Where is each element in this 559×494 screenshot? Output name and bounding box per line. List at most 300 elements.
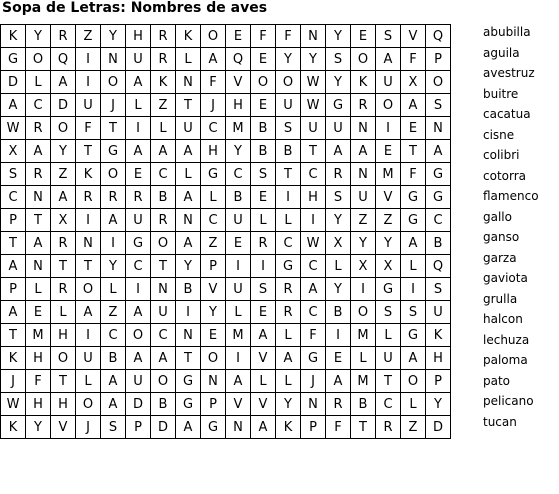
grid-cell: C [426, 209, 451, 232]
grid-cell: N [176, 324, 201, 347]
grid-cell: S [426, 278, 451, 301]
grid-cell: T [176, 347, 201, 370]
grid-cell: I [226, 347, 251, 370]
grid-cell: A [176, 416, 201, 439]
grid-cell: I [226, 255, 251, 278]
grid-cell: Y [351, 232, 376, 255]
grid-cell: C [301, 255, 326, 278]
grid-cell: U [226, 278, 251, 301]
grid-cell: E [226, 25, 251, 48]
grid-cell: L [176, 48, 201, 71]
grid-cell: C [151, 163, 176, 186]
grid-row [1, 71, 451, 94]
grid-cell: V [51, 416, 76, 439]
word-list-item: lechuza [483, 332, 530, 347]
grid-cell: G [276, 255, 301, 278]
grid-cell: R [326, 163, 351, 186]
grid-cell: Y [326, 71, 351, 94]
grid-cell: G [376, 278, 401, 301]
grid-cell: Z [51, 163, 76, 186]
grid-cell: N [176, 71, 201, 94]
word-list-item: aguila [483, 45, 520, 60]
grid-cell: C [301, 301, 326, 324]
grid-cell: Y [51, 140, 76, 163]
grid-cell: K [1, 347, 26, 370]
grid-cell: E [126, 163, 151, 186]
grid-cell: C [151, 324, 176, 347]
grid-cell: F [201, 71, 226, 94]
grid-cell: A [301, 278, 326, 301]
grid-cell: A [176, 186, 201, 209]
grid-cell: Q [426, 25, 451, 48]
word-list-item: cotorra [483, 168, 526, 183]
grid-cell: Z [201, 232, 226, 255]
grid-cell: U [426, 301, 451, 324]
grid-cell: T [276, 163, 301, 186]
grid-cell: Y [101, 25, 126, 48]
grid-cell: N [351, 163, 376, 186]
grid-cell: I [351, 278, 376, 301]
word-search-grid [0, 24, 451, 439]
grid-cell: E [251, 94, 276, 117]
word-list-item: grulla [483, 291, 518, 306]
grid-cell: C [226, 163, 251, 186]
grid-cell: B [426, 232, 451, 255]
grid-cell: L [376, 324, 401, 347]
grid-cell: L [276, 209, 301, 232]
grid-cell: A [101, 370, 126, 393]
grid-cell: C [1, 186, 26, 209]
grid-cell: V [226, 71, 251, 94]
grid-row [1, 324, 451, 347]
grid-cell: O [201, 347, 226, 370]
grid-cell: A [126, 71, 151, 94]
grid-cell: E [26, 301, 51, 324]
grid-cell: G [101, 140, 126, 163]
grid-cell: I [126, 117, 151, 140]
grid-row [1, 140, 451, 163]
grid-cell: A [1, 94, 26, 117]
word-list-item: pato [483, 373, 511, 388]
grid-cell: G [176, 393, 201, 416]
grid-cell: K [151, 71, 176, 94]
grid-row [1, 48, 451, 71]
grid-cell: A [176, 232, 201, 255]
grid-cell: O [351, 48, 376, 71]
grid-cell: O [76, 393, 101, 416]
grid-cell: B [101, 347, 126, 370]
grid-cell: H [26, 347, 51, 370]
word-list [483, 22, 539, 432]
grid-cell: O [151, 370, 176, 393]
word-list-item: colibri [483, 148, 520, 162]
grid-cell: G [426, 163, 451, 186]
grid-cell: Y [201, 301, 226, 324]
grid-cell: W [301, 94, 326, 117]
grid-cell: S [1, 163, 26, 186]
grid-cell: F [301, 324, 326, 347]
grid-cell: U [226, 209, 251, 232]
grid-cell: R [126, 186, 151, 209]
grid-cell: S [376, 25, 401, 48]
word-list-item: paloma [483, 353, 528, 367]
grid-cell: I [126, 278, 151, 301]
grid-cell: N [426, 117, 451, 140]
grid-cell: W [301, 71, 326, 94]
grid-cell: N [301, 393, 326, 416]
grid-cell: U [301, 117, 326, 140]
grid-cell: Y [101, 255, 126, 278]
grid-cell: G [201, 163, 226, 186]
grid-cell: K [176, 25, 201, 48]
grid-cell: V [226, 393, 251, 416]
grid-cell: N [76, 232, 101, 255]
grid-cell: I [76, 209, 101, 232]
grid-cell: D [51, 94, 76, 117]
grid-cell: T [176, 94, 201, 117]
grid-cell: S [326, 186, 351, 209]
grid-cell: L [401, 255, 426, 278]
grid-cell: O [351, 301, 376, 324]
grid-cell: G [201, 416, 226, 439]
grid-cell: Y [376, 232, 401, 255]
grid-row [1, 94, 451, 117]
grid-cell: U [376, 71, 401, 94]
grid-cell: O [26, 48, 51, 71]
grid-cell: I [276, 186, 301, 209]
grid-cell: O [251, 71, 276, 94]
grid-cell: F [401, 163, 426, 186]
grid-cell: U [126, 370, 151, 393]
grid-cell: X [1, 140, 26, 163]
grid-cell: A [251, 324, 276, 347]
grid-cell: A [1, 301, 26, 324]
grid-cell: C [201, 117, 226, 140]
grid-cell: Y [301, 48, 326, 71]
grid-cell: V [251, 347, 276, 370]
grid-cell: A [51, 71, 76, 94]
grid-cell: T [76, 255, 101, 278]
grid-cell: X [351, 255, 376, 278]
grid-cell: L [226, 301, 251, 324]
grid-cell: T [301, 140, 326, 163]
grid-cell: C [201, 209, 226, 232]
grid-cell: Y [276, 48, 301, 71]
grid-cell: I [401, 278, 426, 301]
grid-cell: O [101, 163, 126, 186]
grid-cell: O [376, 94, 401, 117]
grid-cell: F [76, 117, 101, 140]
grid-cell: A [26, 232, 51, 255]
grid-cell: P [126, 416, 151, 439]
word-list-item: abubilla [483, 25, 531, 39]
grid-cell: F [326, 416, 351, 439]
word-list-item: ganso [483, 230, 520, 244]
grid-cell: D [126, 393, 151, 416]
grid-cell: R [51, 25, 76, 48]
grid-row [1, 416, 451, 439]
grid-cell: R [101, 186, 126, 209]
grid-cell: C [376, 393, 401, 416]
grid-cell: E [376, 140, 401, 163]
grid-cell: K [76, 163, 101, 186]
word-list-item: buitre [483, 86, 519, 101]
grid-cell: B [251, 140, 276, 163]
page-title: Sopa de Letras: Nombres de aves [2, 0, 268, 16]
word-list-item: gaviota [483, 271, 528, 285]
grid-cell: E [251, 186, 276, 209]
grid-cell: U [126, 209, 151, 232]
grid-cell: T [1, 232, 26, 255]
grid-cell: S [376, 301, 401, 324]
grid-cell: T [51, 370, 76, 393]
grid-cell: Z [376, 209, 401, 232]
word-list-item: cisne [483, 127, 515, 142]
grid-row [1, 278, 451, 301]
grid-cell: R [76, 186, 101, 209]
grid-cell: A [51, 186, 76, 209]
grid-row [1, 347, 451, 370]
grid-cell: T [151, 255, 176, 278]
grid-cell: H [226, 94, 251, 117]
grid-cell: A [226, 370, 251, 393]
grid-cell: H [426, 347, 451, 370]
grid-cell: A [401, 347, 426, 370]
grid-cell: M [226, 324, 251, 347]
grid-cell: H [26, 393, 51, 416]
grid-cell: O [276, 71, 301, 94]
grid-cell: C [126, 255, 151, 278]
grid-row [1, 117, 451, 140]
word-list-item: halcon [483, 312, 523, 326]
grid-cell: I [76, 71, 101, 94]
grid-cell: E [201, 324, 226, 347]
grid-cell: V [251, 393, 276, 416]
grid-cell: L [26, 278, 51, 301]
grid-cell: U [126, 48, 151, 71]
grid-cell: K [1, 25, 26, 48]
grid-cell: N [351, 117, 376, 140]
grid-cell: Z [351, 209, 376, 232]
grid-cell: X [376, 255, 401, 278]
grid-cell: A [201, 48, 226, 71]
grid-cell: A [426, 140, 451, 163]
grid-cell: N [201, 370, 226, 393]
grid-cell: R [151, 209, 176, 232]
grid-cell: Y [326, 278, 351, 301]
grid-cell: U [176, 117, 201, 140]
grid-cell: E [226, 232, 251, 255]
grid-cell: L [76, 370, 101, 393]
grid-cell: X [401, 71, 426, 94]
grid-cell: Q [51, 48, 76, 71]
grid-cell: F [276, 25, 301, 48]
grid-cell: H [201, 140, 226, 163]
grid-cell: P [426, 370, 451, 393]
grid-cell: S [401, 301, 426, 324]
grid-cell: B [276, 140, 301, 163]
grid-cell: P [426, 48, 451, 71]
grid-cell: L [126, 94, 151, 117]
grid-cell: J [101, 94, 126, 117]
grid-cell: L [101, 278, 126, 301]
grid-cell: U [376, 347, 401, 370]
grid-cell: A [151, 140, 176, 163]
word-list-item: cacatua [483, 107, 531, 121]
grid-cell: F [251, 25, 276, 48]
grid-cell: O [51, 347, 76, 370]
word-list-item: flamenco [483, 189, 539, 203]
grid-cell: U [151, 301, 176, 324]
grid-cell: O [101, 71, 126, 94]
grid-cell: G [426, 186, 451, 209]
grid-cell: G [326, 94, 351, 117]
grid-cell: J [201, 94, 226, 117]
grid-cell: T [1, 324, 26, 347]
grid-cell: Y [326, 209, 351, 232]
grid-cell: R [251, 232, 276, 255]
grid-cell: I [326, 324, 351, 347]
grid-cell: R [351, 94, 376, 117]
grid-cell: O [76, 278, 101, 301]
grid-cell: M [351, 370, 376, 393]
grid-cell: K [426, 324, 451, 347]
grid-cell: G [401, 186, 426, 209]
grid-cell: B [351, 393, 376, 416]
grid-cell: R [51, 278, 76, 301]
grid-cell: B [151, 186, 176, 209]
grid-cell: G [1, 48, 26, 71]
grid-cell: D [1, 71, 26, 94]
grid-cell: B [251, 117, 276, 140]
grid-row [1, 255, 451, 278]
grid-cell: O [126, 324, 151, 347]
grid-cell: A [326, 370, 351, 393]
grid-cell: L [251, 209, 276, 232]
word-list-item: tucan [483, 414, 517, 429]
grid-cell: A [26, 140, 51, 163]
grid-cell: Y [26, 25, 51, 48]
grid-cell: Q [426, 255, 451, 278]
grid-cell: T [51, 255, 76, 278]
grid-cell: C [101, 324, 126, 347]
grid-cell: A [176, 140, 201, 163]
grid-cell: B [176, 278, 201, 301]
grid-cell: S [251, 278, 276, 301]
grid-cell: L [151, 117, 176, 140]
grid-cell: B [151, 393, 176, 416]
grid-cell: I [301, 209, 326, 232]
grid-cell: L [201, 186, 226, 209]
grid-cell: N [26, 186, 51, 209]
grid-cell: W [1, 117, 26, 140]
grid-cell: C [276, 232, 301, 255]
grid-cell: Z [76, 25, 101, 48]
grid-cell: M [26, 324, 51, 347]
grid-cell: S [251, 163, 276, 186]
grid-cell: A [126, 301, 151, 324]
grid-cell: Y [326, 25, 351, 48]
grid-cell: A [151, 347, 176, 370]
grid-cell: I [76, 324, 101, 347]
word-list-item: avestruz [483, 66, 535, 80]
grid-cell: A [401, 94, 426, 117]
grid-cell: A [126, 347, 151, 370]
grid-cell: N [101, 48, 126, 71]
grid-cell: P [301, 416, 326, 439]
grid-cell: O [51, 117, 76, 140]
grid-cell: V [376, 186, 401, 209]
grid-cell: G [301, 347, 326, 370]
grid-row [1, 163, 451, 186]
grid-cell: I [176, 301, 201, 324]
grid-cell: L [51, 301, 76, 324]
word-list-item: gallo [483, 209, 512, 224]
grid-cell: N [151, 278, 176, 301]
grid-cell: A [101, 393, 126, 416]
grid-cell: L [401, 393, 426, 416]
grid-cell: S [326, 48, 351, 71]
grid-cell: G [401, 324, 426, 347]
grid-cell: R [26, 117, 51, 140]
grid-cell: W [301, 232, 326, 255]
grid-cell: E [251, 48, 276, 71]
grid-cell: D [426, 416, 451, 439]
grid-cell: A [376, 48, 401, 71]
grid-row [1, 370, 451, 393]
grid-cell: T [351, 416, 376, 439]
grid-cell: R [276, 301, 301, 324]
grid-cell: V [201, 278, 226, 301]
grid-cell: R [276, 278, 301, 301]
grid-cell: L [176, 163, 201, 186]
grid-cell: O [426, 71, 451, 94]
grid-cell: R [151, 25, 176, 48]
grid-cell: H [301, 186, 326, 209]
grid-cell: B [326, 301, 351, 324]
grid-cell: O [401, 370, 426, 393]
grid-cell: L [251, 370, 276, 393]
grid-cell: K [351, 71, 376, 94]
grid-cell: O [201, 25, 226, 48]
grid-row [1, 393, 451, 416]
grid-cell: U [76, 94, 101, 117]
grid-cell: H [51, 393, 76, 416]
grid-row [1, 209, 451, 232]
grid-cell: U [326, 117, 351, 140]
grid-cell: N [26, 255, 51, 278]
grid-cell: C [26, 94, 51, 117]
grid-cell: R [51, 232, 76, 255]
grid-cell: I [251, 255, 276, 278]
grid-cell: T [26, 209, 51, 232]
grid-cell: A [126, 140, 151, 163]
grid-cell: Y [426, 393, 451, 416]
word-list-item: pelicano [483, 394, 534, 408]
grid-cell: O [151, 232, 176, 255]
grid-cell: N [226, 416, 251, 439]
grid-cell: G [126, 232, 151, 255]
grid-cell: P [201, 255, 226, 278]
grid-cell: U [276, 94, 301, 117]
grid-cell: G [176, 370, 201, 393]
grid-cell: K [276, 416, 301, 439]
grid-cell: Z [101, 301, 126, 324]
grid-cell: S [426, 94, 451, 117]
grid-cell: Y [176, 255, 201, 278]
grid-cell: R [326, 393, 351, 416]
grid-cell: T [376, 370, 401, 393]
